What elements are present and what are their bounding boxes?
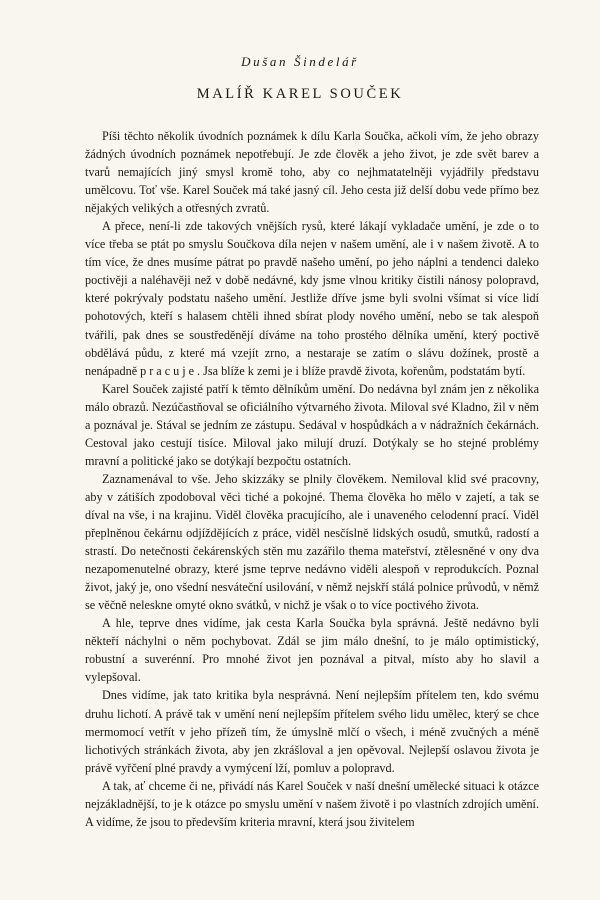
paragraph: Karel Souček zajisté patří k těmto dělníkům umění. Do nedávna byl znám jen z několika málo obrazů. Nezúčastňoval se oficiálního výtvarného života. Miloval své Kladno, žil v něm a poznával je. Stával se jedním ze zástupu. Sedával v hospůdkách a v nádražních čekárnách. Cestoval jako cestují tisíce. Miloval jako milují druzí. Dotýkaly se ho stejné problémy mravní a politické jako se dotýkají bezpočtu ostatních. bbox=[85, 381, 539, 468]
paragraph-text: A přece, není-li zde takových vnějších rysů, které lákají vykladače umění, je zde o to více třeba se ptát po smyslu Součkova díla nejen v našem umění, ale i v našem životě. A to tím více, že dnes musíme pátrat po pravdě našeho umění, po jeho náplni a tendenci daleko poctivěji a naléhavěji než v době nedávné, kdy jsme vlnou kritiky čistili nánosy polopravd, které pokrývaly podstatu našeho umění. Jestliže dříve jsme byli svolni všímat si více lidí pohotových, kteří s halasem chtěli ihned sbírat plody nového umění, nebo se tak alespoň tvářili, pak dnes se soustředěnějí díváme na toho prostého dělníka umění, který poctivě obdělává půdu, z které má vzejít zrno, a nestaraje se zatím o slávu dožínek, prostě a nenápadně bbox=[85, 219, 539, 378]
paragraph: Dnes vidíme, jak tato kritika byla nesprávná. Není nejlepším přítelem ten, kdo svému druhu lichotí. A právě tak v umění není nejlepším přítelem svého lidu umělec, který se chce mermomocí vetřít v jeho přízeň tím, že úmyslně mlčí o všech, i méně zvučných a méně lichotivých stránkách života, aby jen zkrášloval a jen opěvoval. Nejlepší oslavou života je právě vyřčení plné pravdy a vymýcení lží, pomluv a polopravd. bbox=[85, 688, 539, 775]
spaced-word: pracuje bbox=[140, 363, 198, 378]
paragraph: A tak, ať chceme či ne, přivádí nás Karel Souček v naší dnešní umělecké situaci k otázce nejzákladnější, to je k otázce po smyslu umění v našem životě i po vlastních zdrojích umění. A vidíme, že jsou to především kriteria mravní, která jsou živitelem bbox=[85, 778, 539, 829]
paragraph: Zaznamenával to vše. Jeho skizzáky se plnily člověkem. Nemiloval klid své pracovny, aby v zátiších zpodoboval věci tiché a pokojné. Thema člověka ho mělo v zajetí, a tak se díval na vše, i na krajinu. Viděl člověka pracujícího, ale i unaveného celodenní prací. Viděl přeplněnou čekárnu odjíždějících z práce, viděl nesčíslně lidských osudů, smutků, radostí a strastí. Do netečnosti čekárenských stěn mu zazářilo thema mateřství, ztělesněné v ony dva nezapomenutelné obrazy, které jsme teprve nedávno viděli alespoň v reprodukcích. Poznal život, jaký je, ono všední nesváteční usilování, v němž nejskří stálá polnice průvodů, v němž se věčně neleskne omyté okno svátků, v nichž je však o to více poctivého života. bbox=[85, 471, 539, 613]
article-title: MALÍŘ KAREL SOUČEK bbox=[196, 86, 404, 102]
paragraph bbox=[85, 217, 539, 379]
author-name: Dušan Šindelář bbox=[241, 54, 359, 69]
paragraph: Píši těchto několik úvodních poznámek k dílu Karla Součka, ačkoli vím, že jeho obrazy žádných úvodních poznámek nepotřebují. Je zde člověk a jeho život, je zde svět barev a tvarů nemajících jiný smysl kromě toho, aby co nejhmatatelněji vyjádřily představu umělcovu. Toť vše. Karel Souček má také jasný cíl. Jeho cesta již delší dobu vede přímo bez nějakých velikých a otřesných zvratů. bbox=[85, 129, 539, 216]
article-body bbox=[85, 127, 539, 831]
paragraph: A hle, teprve dnes vidíme, jak cesta Karla Součka byla správná. Ještě nedávno byli někteří náchylni o něm pochybovat. Zdál se jim málo dnešní, to je málo optimistický, robustní a suverénní. Pro mnohé život jen poznával a pitval, místo aby ho slavil a vylepšoval. bbox=[85, 616, 539, 685]
paragraph-text: . Jsa blíže k zemi je i blíže pravdě života, kořenům, podstatám bytí. bbox=[197, 363, 526, 378]
